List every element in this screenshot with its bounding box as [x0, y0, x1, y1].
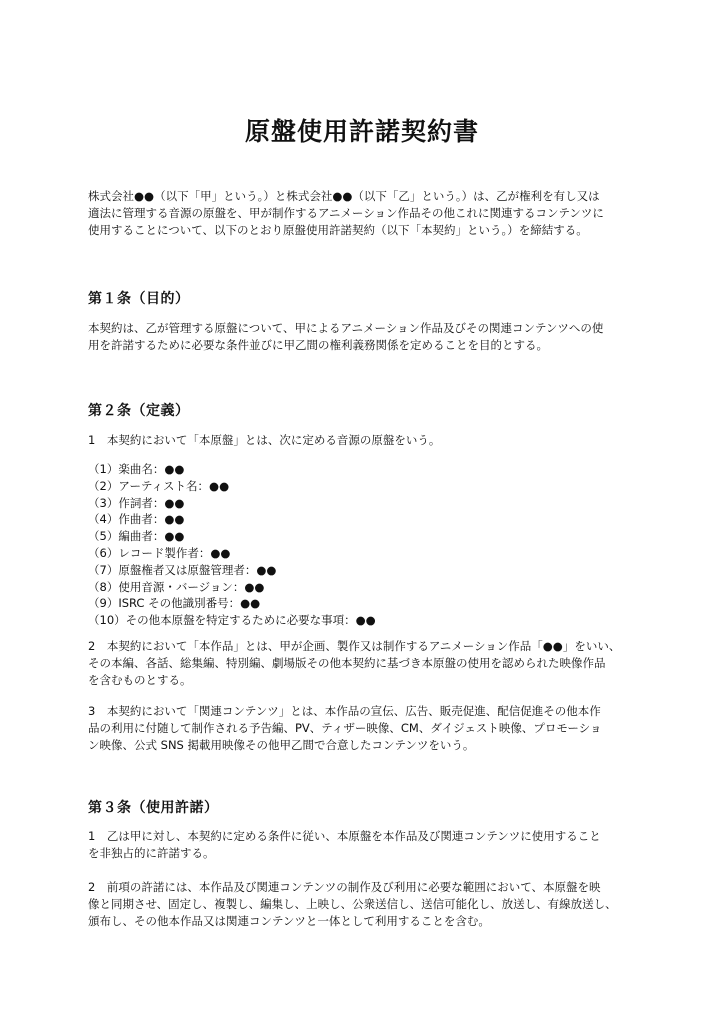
article3-clause2-line: 像と同期させ、固定し、複製し、編集し、上映し、公衆送信し、送信可能化し、放送し、有線放送し、	[88, 897, 617, 911]
article3-clause1-line: 1 乙は甲に対し、本契約に定める条件に従い、本原盤を本作品及び関連コンテンツに使用すること	[88, 829, 601, 843]
list-item: （2）アーティスト名：●●	[88, 478, 230, 493]
article1-heading: 第１条（目的）	[88, 291, 190, 307]
list-item: （6）レコード製作者：●●	[88, 545, 231, 560]
article2-clause3-line: 品の利用に付随して制作される予告編、PV、ティザー映像、CM、ダイジェスト映像、プロモーショ	[88, 721, 602, 735]
article3-clause2-line: 頒布し、その他本作品又は関連コンテンツと一体として利用することを含む。	[88, 914, 490, 928]
list-item: （3）作詞者：●●	[88, 495, 185, 510]
article1-line: 用を許諾するために必要な条件並びに甲乙間の権利義務関係を定めることを目的とする。	[88, 338, 548, 352]
list-item: （9）ISRC その他識別番号：●●	[88, 596, 261, 611]
article2-clause2-line: を含むものとする。	[88, 673, 192, 687]
list-item: （5）編曲者：●●	[88, 529, 185, 544]
preamble-line: 適法に管理する音源の原盤を、甲が制作するアニメーション作品その他これに関連するコンテンツに	[88, 206, 604, 220]
article2-clause2-line: 2 本契約において「本作品」とは、甲が企画、製作又は制作するアニメーション作品「●●」をいい、	[88, 639, 621, 653]
article1-body	[88, 320, 648, 354]
list-item: （7）原盤権者又は原盤管理者：●●	[88, 562, 277, 577]
article2-clause2	[88, 638, 648, 689]
article1-line: 本契約は、乙が管理する原盤について、甲によるアニメーション作品及びその関連コンテンツへの使	[88, 321, 604, 335]
article2-item-list	[88, 461, 376, 629]
article3-clause2-line: 2 前項の許諾には、本作品及び関連コンテンツの制作及び利用に必要な範囲において、本原盤を映	[88, 880, 601, 894]
article2-clause3-line: ン映像、公式 SNS 掲載用映像その他甲乙間で合意したコンテンツをいう。	[88, 738, 475, 752]
document-title: 原盤使用許諾契約書	[244, 117, 479, 146]
article2-clause1	[88, 432, 648, 449]
article2-clause1-line: 1 本契約において「本原盤」とは、次に定める音源の原盤をいう。	[88, 433, 441, 447]
article2-clause3-line: 3 本契約において「関連コンテンツ」とは、本作品の宣伝、広告、販売促進、配信促進その他本作	[88, 704, 601, 718]
article2-clause2-line: その本編、各話、総集編、特別編、劇場版その他本契約に基づき本原盤の使用を認められた映像作品	[88, 656, 606, 670]
article2-clause3	[88, 703, 648, 754]
article3-clause2	[88, 879, 648, 930]
list-item: （4）作曲者：●●	[88, 512, 185, 527]
list-item: （1）楽曲名：●●	[88, 462, 185, 476]
preamble	[88, 188, 648, 239]
preamble-line: 株式会社●●（以下「甲」という。）と株式会社●●（以下「乙」という。）は、乙が権利を有し又は	[88, 189, 600, 203]
article3-clause1	[88, 828, 648, 862]
preamble-line: 使用することについて、以下のとおり原盤使用許諾契約（以下「本契約」という。）を締結する。	[88, 223, 588, 237]
article2-heading: 第２条（定義）	[88, 403, 190, 419]
list-item: （8）使用音源・バージョン：●●	[88, 579, 265, 594]
list-item: （10）その他本原盤を特定するために必要な事項：●●	[88, 613, 376, 628]
article3-heading: 第３条（使用許諾）	[88, 800, 219, 816]
article3-clause1-line: を非独占的に許諾する。	[88, 846, 215, 860]
